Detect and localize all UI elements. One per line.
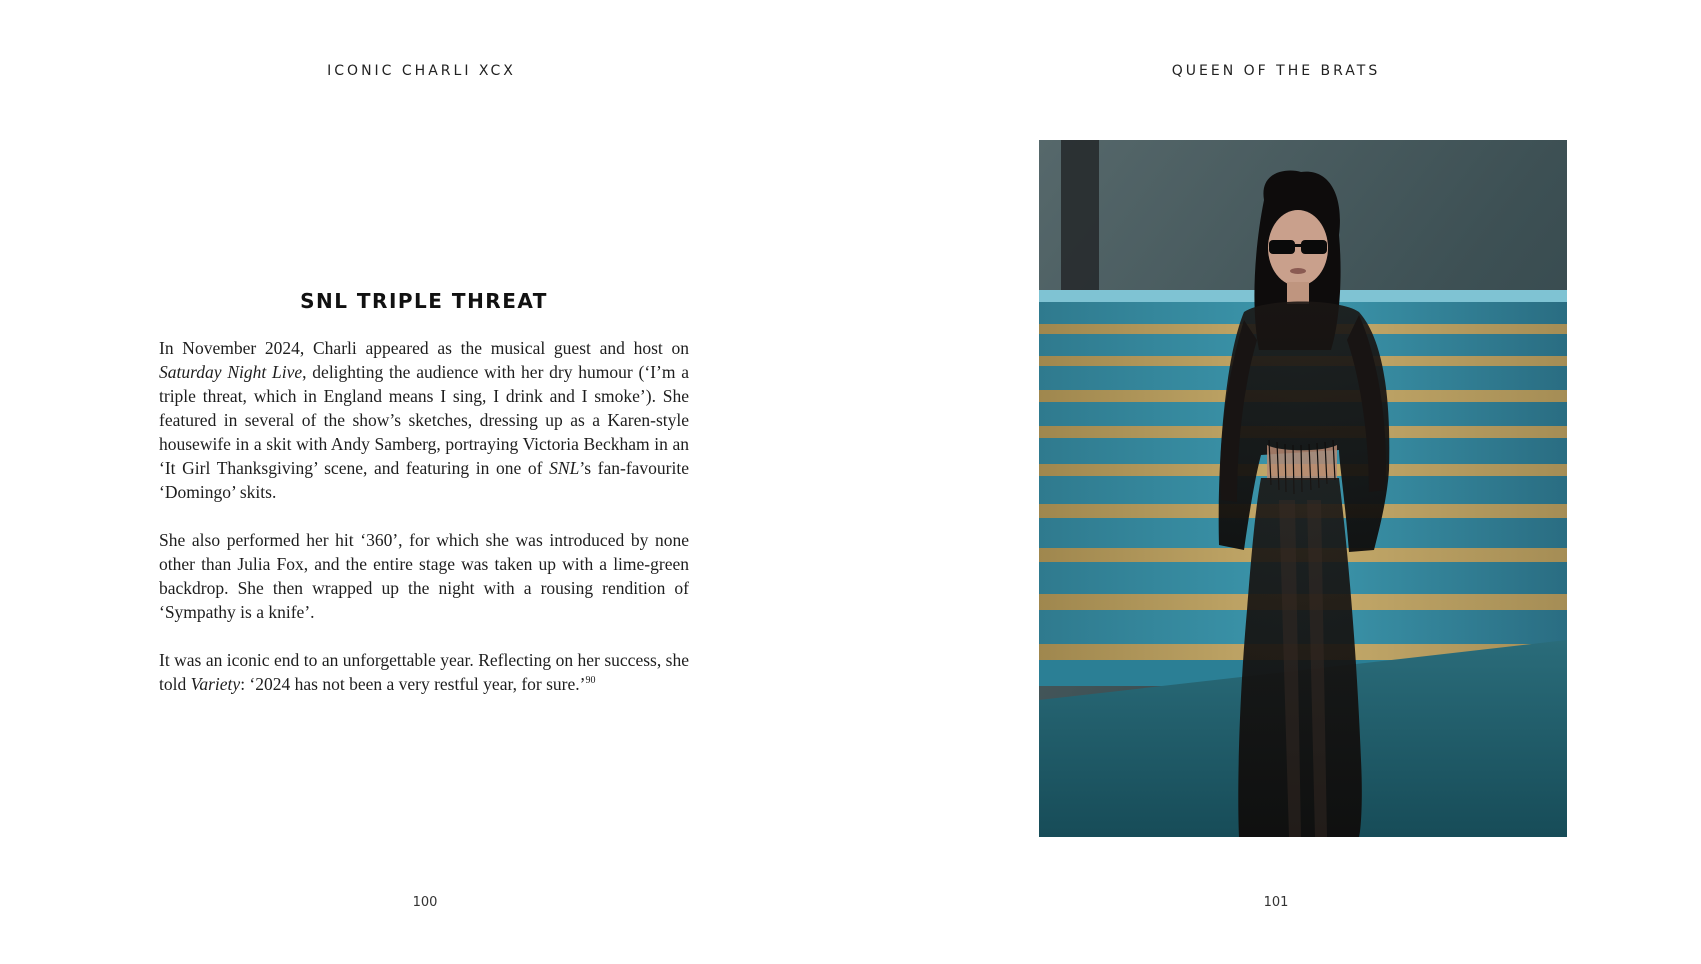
paragraph-1-text-b: , delighting the audience with her dry humour (‘I’m a triple threat, which in England means I sing, I drink and I smoke’). She featured in several of the show’s sketches, dressing up as a Karen-style housewife in a skit with Andy Samberg, portraying Victoria Beckham in an ‘It Girl Thanksgiving’ scene, and featuring in one of	[159, 362, 689, 478]
right-page	[851, 0, 1701, 964]
paragraph-3-italic-variety: Variety	[190, 674, 241, 694]
paragraph-1-text-a: In November 2024, Charli appeared as the musical guest and host on	[159, 338, 689, 358]
section-title: SNL TRIPLE THREAT	[300, 289, 548, 313]
paragraph-3	[159, 648, 689, 696]
paragraph-1-text-c: ’s fan-favourite ‘Domingo’ skits.	[159, 458, 689, 502]
photo-charli-xcx	[1039, 140, 1567, 837]
paragraph-3-text-a: It was an iconic end to an unforgettable year. Reflecting on her success, she told	[159, 650, 689, 694]
folio-left: 100	[412, 895, 438, 910]
body-text	[159, 336, 689, 720]
running-head-left: ICONIC CHARLI XCX	[327, 63, 516, 79]
footnote-marker: 90	[585, 675, 596, 686]
dark-pillar	[1061, 140, 1099, 315]
paragraph-1	[159, 336, 689, 504]
paragraph-3-text-b: : ‘2024 has not been a very restful year, for sure.’	[240, 674, 586, 694]
paragraph-2: She also performed her hit ‘360’, for which she was introduced by none other than Julia Fox, and the entire stage was taken up with a lime-green backdrop. She then wrapped up the night with a rousing rendition of ‘Sympathy is a knife’.	[159, 530, 689, 622]
running-head-right: QUEEN OF THE BRATS	[1171, 63, 1381, 79]
paragraph-1-italic-show: Saturday Night Live	[159, 362, 303, 382]
folio-right: 101	[1263, 895, 1289, 910]
photo-illustration	[1039, 140, 1567, 837]
paragraph-1-italic-snl: SNL	[549, 458, 580, 478]
left-page	[0, 0, 850, 964]
